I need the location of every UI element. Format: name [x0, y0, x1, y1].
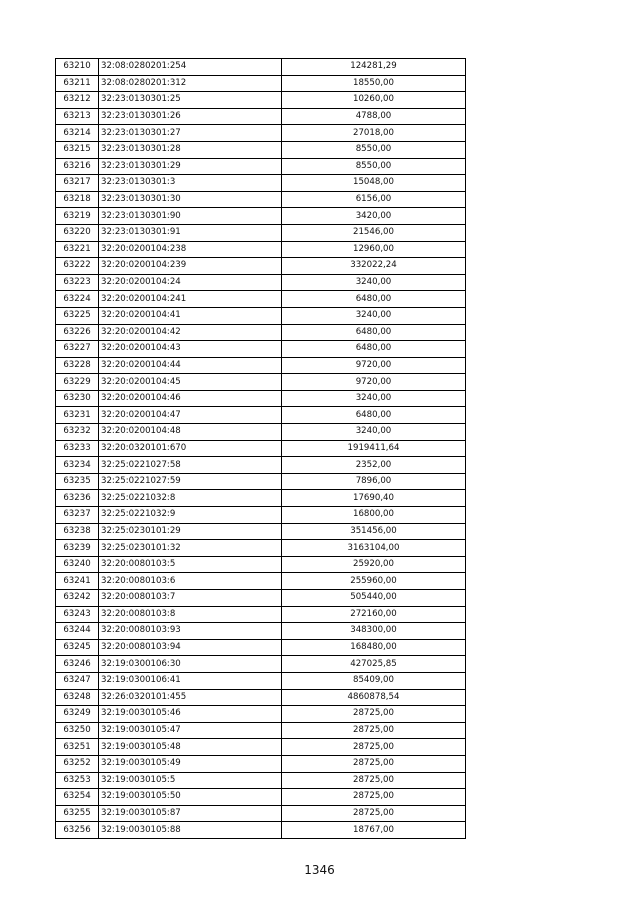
value-cell: 28725,00 — [282, 755, 466, 772]
table-row — [56, 440, 466, 457]
value-cell: 28725,00 — [282, 772, 466, 789]
cadastral-number-cell: 32:08:0280201:312 — [99, 75, 282, 92]
row-number-cell: 63248 — [56, 689, 99, 706]
value-cell: 3240,00 — [282, 390, 466, 407]
value-cell: 21546,00 — [282, 224, 466, 241]
cadastral-value-table — [55, 58, 466, 839]
row-number-cell: 63251 — [56, 739, 99, 756]
row-number-cell: 63211 — [56, 75, 99, 92]
row-number-cell: 63227 — [56, 341, 99, 358]
cadastral-number-cell: 32:20:0200104:41 — [99, 307, 282, 324]
cadastral-number-cell: 32:23:0130301:27 — [99, 125, 282, 142]
table-row — [56, 722, 466, 739]
cadastral-number-cell: 32:23:0130301:26 — [99, 108, 282, 125]
cadastral-number-cell: 32:19:0300106:30 — [99, 656, 282, 673]
cadastral-number-cell: 32:20:0320101:670 — [99, 440, 282, 457]
value-cell: 8550,00 — [282, 158, 466, 175]
value-cell: 28725,00 — [282, 706, 466, 723]
cadastral-number-cell: 32:23:0130301:29 — [99, 158, 282, 175]
value-cell: 18550,00 — [282, 75, 466, 92]
cadastral-number-cell: 32:23:0130301:3 — [99, 175, 282, 192]
value-cell: 2352,00 — [282, 457, 466, 474]
row-number-cell: 63212 — [56, 92, 99, 109]
table-row — [56, 141, 466, 158]
table-row — [56, 639, 466, 656]
cadastral-number-cell: 32:20:0200104:44 — [99, 357, 282, 374]
table-row — [56, 606, 466, 623]
cadastral-number-cell: 32:19:0030105:46 — [99, 706, 282, 723]
table-row — [56, 374, 466, 391]
row-number-cell: 63240 — [56, 556, 99, 573]
table-row — [56, 224, 466, 241]
row-number-cell: 63213 — [56, 108, 99, 125]
cadastral-number-cell: 32:25:0221032:9 — [99, 507, 282, 524]
cadastral-number-cell: 32:25:0221032:8 — [99, 490, 282, 507]
cadastral-number-cell: 32:20:0080103:7 — [99, 590, 282, 607]
value-cell: 3163104,00 — [282, 540, 466, 557]
value-cell: 427025,85 — [282, 656, 466, 673]
value-cell: 28725,00 — [282, 722, 466, 739]
cadastral-number-cell: 32:20:0200104:42 — [99, 324, 282, 341]
row-number-cell: 63220 — [56, 224, 99, 241]
table-row — [56, 108, 466, 125]
cadastral-number-cell: 32:19:0030105:87 — [99, 805, 282, 822]
row-number-cell: 63210 — [56, 59, 99, 76]
row-number-cell: 63241 — [56, 573, 99, 590]
table-row — [56, 291, 466, 308]
row-number-cell: 63228 — [56, 357, 99, 374]
row-number-cell: 63239 — [56, 540, 99, 557]
cadastral-number-cell: 32:20:0200104:46 — [99, 390, 282, 407]
row-number-cell: 63249 — [56, 706, 99, 723]
cadastral-number-cell: 32:20:0200104:43 — [99, 341, 282, 358]
value-cell: 8550,00 — [282, 141, 466, 158]
cadastral-number-cell: 32:08:0280201:254 — [99, 59, 282, 76]
table-row — [56, 241, 466, 258]
row-number-cell: 63231 — [56, 407, 99, 424]
row-number-cell: 63229 — [56, 374, 99, 391]
row-number-cell: 63255 — [56, 805, 99, 822]
value-cell: 85409,00 — [282, 672, 466, 689]
cadastral-number-cell: 32:20:0080103:93 — [99, 623, 282, 640]
value-cell: 168480,00 — [282, 639, 466, 656]
table-row — [56, 307, 466, 324]
value-cell: 15048,00 — [282, 175, 466, 192]
value-cell: 3240,00 — [282, 307, 466, 324]
row-number-cell: 63242 — [56, 590, 99, 607]
row-number-cell: 63237 — [56, 507, 99, 524]
cadastral-number-cell: 32:26:0320101:455 — [99, 689, 282, 706]
cadastral-number-cell: 32:20:0200104:45 — [99, 374, 282, 391]
table-row — [56, 59, 466, 76]
value-cell: 12960,00 — [282, 241, 466, 258]
cadastral-number-cell: 32:19:0030105:47 — [99, 722, 282, 739]
value-cell: 3420,00 — [282, 208, 466, 225]
cadastral-number-cell: 32:20:0200104:24 — [99, 274, 282, 291]
value-cell: 28725,00 — [282, 805, 466, 822]
cadastral-number-cell: 32:25:0230101:32 — [99, 540, 282, 557]
table-row — [56, 75, 466, 92]
value-cell: 332022,24 — [282, 258, 466, 275]
row-number-cell: 63214 — [56, 125, 99, 142]
table-row — [56, 590, 466, 607]
table-row — [56, 656, 466, 673]
row-number-cell: 63215 — [56, 141, 99, 158]
table-row — [56, 623, 466, 640]
row-number-cell: 63235 — [56, 473, 99, 490]
value-cell: 9720,00 — [282, 374, 466, 391]
table-row — [56, 357, 466, 374]
table-row — [56, 507, 466, 524]
cadastral-number-cell: 32:20:0200104:47 — [99, 407, 282, 424]
table-row — [56, 706, 466, 723]
table-row — [56, 755, 466, 772]
value-cell: 351456,00 — [282, 523, 466, 540]
value-cell: 3240,00 — [282, 274, 466, 291]
cadastral-number-cell: 32:25:0230101:29 — [99, 523, 282, 540]
row-number-cell: 63216 — [56, 158, 99, 175]
row-number-cell: 63243 — [56, 606, 99, 623]
cadastral-number-cell: 32:19:0030105:49 — [99, 755, 282, 772]
row-number-cell: 63233 — [56, 440, 99, 457]
table-row — [56, 772, 466, 789]
value-cell: 505440,00 — [282, 590, 466, 607]
value-cell: 25920,00 — [282, 556, 466, 573]
table-row — [56, 457, 466, 474]
row-number-cell: 63226 — [56, 324, 99, 341]
row-number-cell: 63218 — [56, 191, 99, 208]
cadastral-number-cell: 32:25:0221027:58 — [99, 457, 282, 474]
table-row — [56, 258, 466, 275]
row-number-cell: 63219 — [56, 208, 99, 225]
table-row — [56, 822, 466, 839]
row-number-cell: 63217 — [56, 175, 99, 192]
value-cell: 18767,00 — [282, 822, 466, 839]
row-number-cell: 63225 — [56, 307, 99, 324]
row-number-cell: 63238 — [56, 523, 99, 540]
table-row — [56, 573, 466, 590]
value-cell: 7896,00 — [282, 473, 466, 490]
row-number-cell: 63250 — [56, 722, 99, 739]
cadastral-number-cell: 32:19:0300106:41 — [99, 672, 282, 689]
cadastral-number-cell: 32:23:0130301:90 — [99, 208, 282, 225]
value-cell: 6480,00 — [282, 324, 466, 341]
table-row — [56, 407, 466, 424]
cadastral-number-cell: 32:19:0030105:88 — [99, 822, 282, 839]
table-row — [56, 274, 466, 291]
cadastral-number-cell: 32:23:0130301:91 — [99, 224, 282, 241]
row-number-cell: 63232 — [56, 424, 99, 441]
value-cell: 4788,00 — [282, 108, 466, 125]
value-cell: 4860878,54 — [282, 689, 466, 706]
row-number-cell: 63253 — [56, 772, 99, 789]
cadastral-number-cell: 32:20:0200104:48 — [99, 424, 282, 441]
value-cell: 1919411,64 — [282, 440, 466, 457]
table-row — [56, 92, 466, 109]
row-number-cell: 63246 — [56, 656, 99, 673]
row-number-cell: 63224 — [56, 291, 99, 308]
table-row — [56, 208, 466, 225]
value-cell: 28725,00 — [282, 739, 466, 756]
table-row — [56, 540, 466, 557]
page-number: 1346 — [304, 863, 335, 877]
table-row — [56, 805, 466, 822]
table-row — [56, 523, 466, 540]
cadastral-number-cell: 32:20:0080103:8 — [99, 606, 282, 623]
row-number-cell: 63252 — [56, 755, 99, 772]
table-row — [56, 390, 466, 407]
row-number-cell: 63245 — [56, 639, 99, 656]
table-body — [56, 59, 466, 839]
table-row — [56, 739, 466, 756]
value-cell: 16800,00 — [282, 507, 466, 524]
table-row — [56, 689, 466, 706]
row-number-cell: 63223 — [56, 274, 99, 291]
value-cell: 6480,00 — [282, 407, 466, 424]
cadastral-number-cell: 32:23:0130301:28 — [99, 141, 282, 158]
value-cell: 272160,00 — [282, 606, 466, 623]
table-row — [56, 789, 466, 806]
cadastral-number-cell: 32:23:0130301:30 — [99, 191, 282, 208]
table-row — [56, 125, 466, 142]
cadastral-number-cell: 32:19:0030105:48 — [99, 739, 282, 756]
table-row — [56, 324, 466, 341]
cadastral-number-cell: 32:20:0200104:239 — [99, 258, 282, 275]
table-row — [56, 490, 466, 507]
value-cell: 255960,00 — [282, 573, 466, 590]
row-number-cell: 63221 — [56, 241, 99, 258]
row-number-cell: 63247 — [56, 672, 99, 689]
value-cell: 348300,00 — [282, 623, 466, 640]
table-row — [56, 191, 466, 208]
row-number-cell: 63236 — [56, 490, 99, 507]
table-row — [56, 473, 466, 490]
value-cell: 17690,40 — [282, 490, 466, 507]
row-number-cell: 63256 — [56, 822, 99, 839]
value-cell: 124281,29 — [282, 59, 466, 76]
cadastral-number-cell: 32:20:0080103:6 — [99, 573, 282, 590]
cadastral-number-cell: 32:20:0080103:5 — [99, 556, 282, 573]
row-number-cell: 63234 — [56, 457, 99, 474]
cadastral-number-cell: 32:23:0130301:25 — [99, 92, 282, 109]
table-row — [56, 158, 466, 175]
table-row — [56, 672, 466, 689]
table-row — [56, 341, 466, 358]
value-cell: 10260,00 — [282, 92, 466, 109]
table-row — [56, 175, 466, 192]
cadastral-number-cell: 32:20:0080103:94 — [99, 639, 282, 656]
table-row — [56, 556, 466, 573]
cadastral-number-cell: 32:19:0030105:50 — [99, 789, 282, 806]
row-number-cell: 63244 — [56, 623, 99, 640]
value-cell: 6480,00 — [282, 341, 466, 358]
value-cell: 6156,00 — [282, 191, 466, 208]
row-number-cell: 63230 — [56, 390, 99, 407]
cadastral-number-cell: 32:20:0200104:241 — [99, 291, 282, 308]
value-cell: 28725,00 — [282, 789, 466, 806]
row-number-cell: 63254 — [56, 789, 99, 806]
value-cell: 9720,00 — [282, 357, 466, 374]
table-row — [56, 424, 466, 441]
value-cell: 6480,00 — [282, 291, 466, 308]
value-cell: 27018,00 — [282, 125, 466, 142]
cadastral-number-cell: 32:20:0200104:238 — [99, 241, 282, 258]
cadastral-number-cell: 32:19:0030105:5 — [99, 772, 282, 789]
cadastral-number-cell: 32:25:0221027:59 — [99, 473, 282, 490]
row-number-cell: 63222 — [56, 258, 99, 275]
value-cell: 3240,00 — [282, 424, 466, 441]
